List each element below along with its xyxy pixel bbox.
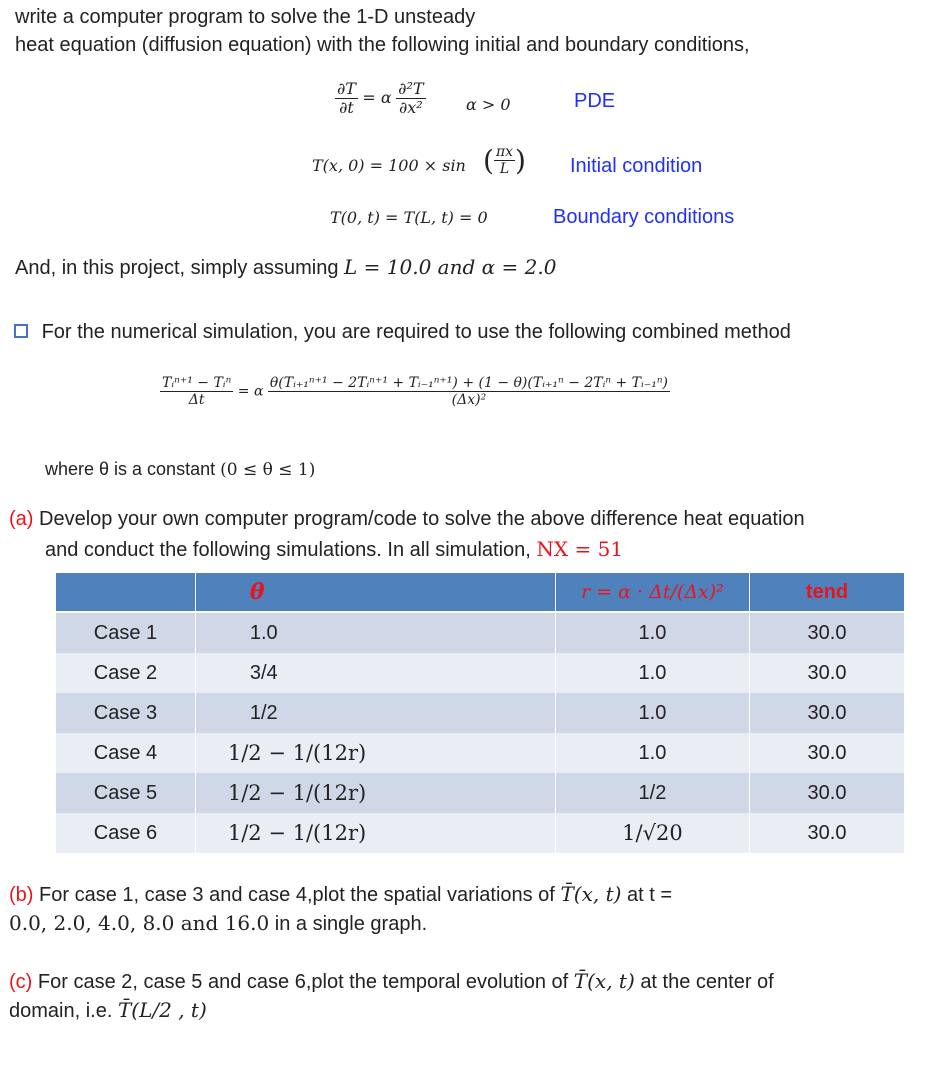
rhs-denominator: (Δx)² (451, 392, 487, 409)
intro-line-1: write a computer program to solve the 1-D unsteady (15, 6, 476, 28)
pde-equation: $\frac{\partial T}{\partial t}$ = α $\frac{\text{∂²T}}{\text{∂x²}}$ (337, 79, 424, 118)
r-cell: 1/2 (555, 773, 749, 813)
tend-cell: 30.0 (750, 773, 904, 813)
r-cell: 1.0 (555, 653, 749, 693)
table-header-row (56, 573, 904, 612)
part-a-label: (a) (9, 508, 34, 530)
tend-cell: 30.0 (750, 733, 904, 773)
case-cell: Case 4 (56, 733, 195, 773)
assumption-line (15, 255, 556, 280)
part-b-text-3: in a single graph. (274, 913, 428, 935)
theta-cell: 3/4 (195, 653, 555, 693)
rhs-numerator: θ(Tᵢ₊₁ⁿ⁺¹ − 2Tᵢⁿ⁺¹ + Tᵢ₋₁ⁿ⁺¹) + (1 − θ)(Tᵢ₊₁ⁿ − 2Tᵢⁿ + Tᵢ₋₁ⁿ) (269, 375, 668, 391)
intro-line-2: heat equation (diffusion equation) with the following initial and boundary conditions, (15, 34, 750, 56)
r-cell: 1.0 (555, 612, 749, 653)
part-b-line-1 (9, 882, 672, 907)
part-b-text-2: at t = (626, 884, 673, 906)
initial-condition-lhs: T(x, 0) = 100 × sin (312, 156, 466, 175)
part-b-text-1: For case 1, case 3 and case 4,plot the spatial variations of (39, 884, 555, 906)
part-a-text-2: and conduct the following simulations. In all simulation, (45, 539, 531, 561)
where-text: where θ is a constant (45, 459, 216, 479)
pde-condition: α > 0 (466, 95, 511, 114)
where-theta-line (45, 459, 315, 480)
assumption-math: L = 10.0 and α = 2.0 (344, 255, 557, 279)
tend-cell: 30.0 (750, 693, 904, 733)
tend-cell: 30.0 (750, 612, 904, 653)
part-a-line-1 (9, 508, 805, 531)
tend-cell: 30.0 (750, 813, 904, 853)
part-c-line-2 (9, 998, 207, 1023)
assumption-text: And, in this project, simply assuming (15, 257, 339, 279)
header-case (56, 573, 195, 612)
case-cell: Case 5 (56, 773, 195, 813)
table-row (56, 612, 904, 653)
case-cell: Case 6 (56, 813, 195, 853)
table-row (56, 653, 904, 693)
part-c-math-2: T̄(L/2 , t) (117, 998, 207, 1022)
numerical-text: For the numerical simulation, you are required to use the following combined method (41, 321, 791, 343)
case-cell: Case 1 (56, 612, 195, 653)
nx-value: NX = 51 (536, 537, 624, 561)
part-c-text-2: at the center of (640, 971, 774, 993)
r-cell: 1.0 (555, 733, 749, 773)
part-b-math-1: T̄(x, t) (560, 882, 622, 906)
initial-condition-label: Initial condition (570, 155, 703, 177)
case-cell: Case 3 (56, 693, 195, 733)
boundary-condition-eq: T(0, t) = T(L, t) = 0 (330, 208, 488, 227)
part-c-math-1: T̄(x, t) (573, 969, 635, 993)
pde-label: PDE (574, 90, 616, 112)
part-a-line-2 (45, 537, 623, 562)
table-row (56, 773, 904, 813)
part-b-line-2 (9, 911, 427, 936)
combined-method-equation: $\frac{\text{Tᵢⁿ⁺¹ − Tᵢⁿ}}{\Delta t}$ = α θ(Tᵢ₊₁ⁿ⁺¹ − 2Tᵢⁿ⁺¹ + Tᵢ₋₁ⁿ⁺¹) + (1 − θ)(Tᵢ₊₁ⁿ − 2Tᵢⁿ + Tᵢ₋₁ⁿ) (Δx)² (162, 375, 668, 409)
lhs-numerator: Tᵢⁿ⁺¹ − Tᵢⁿ (162, 375, 232, 391)
r-cell: 1/√20 (555, 813, 749, 853)
boundary-condition-label: Boundary conditions (553, 206, 735, 228)
part-a-text-1: Develop your own computer program/code to solve the above difference heat equation (39, 508, 805, 530)
initial-condition-paren: ( $\frac{\pi x}{L}$ ) (483, 144, 526, 178)
part-c-label: (c) (9, 971, 33, 993)
table-row (56, 693, 904, 733)
lhs-denominator: Δt (188, 392, 205, 409)
numerical-line (14, 321, 791, 344)
simulation-cases-table (56, 573, 904, 853)
theta-cell: 1/2 − 1/(12r) (195, 733, 555, 773)
checkbox-icon (14, 324, 28, 338)
theta-cell: 1/2 (195, 693, 555, 733)
part-c-text-1: For case 2, case 5 and case 6,plot the temporal evolution of (37, 971, 569, 993)
header-r: r = α · Δt/(Δx)² (555, 573, 749, 612)
table-row (56, 813, 904, 853)
theta-cell: 1.0 (195, 612, 555, 653)
tend-cell: 30.0 (750, 653, 904, 693)
part-b-label: (b) (9, 884, 34, 906)
header-theta: θ (195, 573, 555, 612)
part-b-times: 0.0, 2.0, 4.0, 8.0 and 16.0 (9, 911, 270, 935)
case-cell: Case 2 (56, 653, 195, 693)
where-math: (0 ≤ θ ≤ 1) (220, 460, 316, 480)
header-tend: tend (750, 573, 904, 612)
theta-cell: 1/2 − 1/(12r) (195, 813, 555, 853)
table-row (56, 733, 904, 773)
theta-cell: 1/2 − 1/(12r) (195, 773, 555, 813)
r-cell: 1.0 (555, 693, 749, 733)
part-c-text-3: domain, i.e. (9, 1000, 113, 1022)
part-c-line-1 (9, 969, 774, 994)
